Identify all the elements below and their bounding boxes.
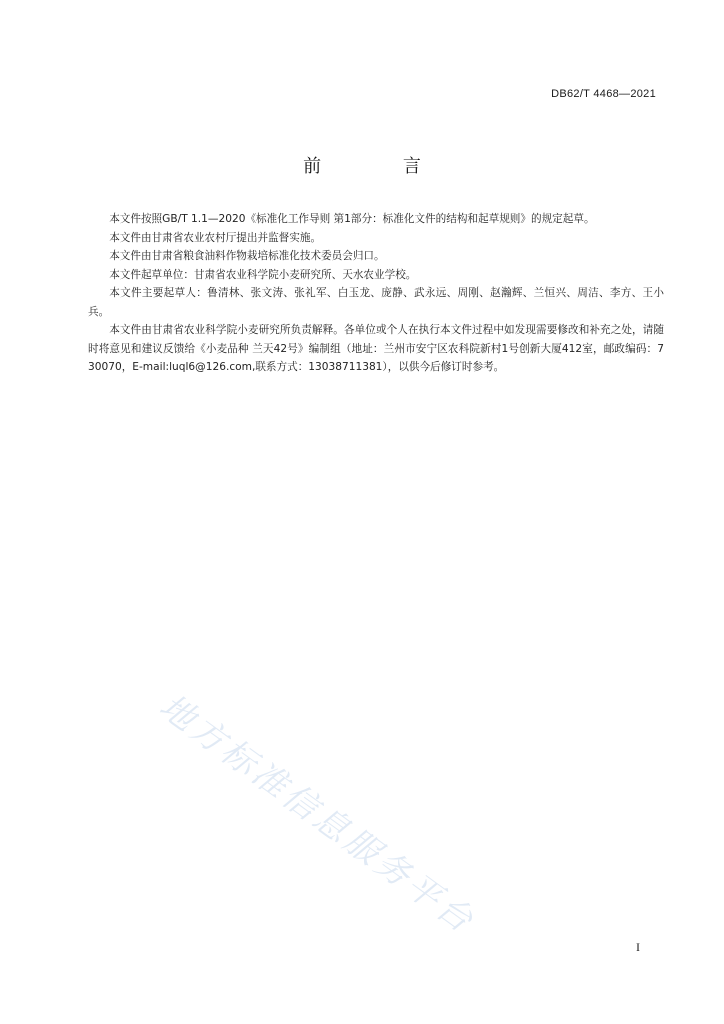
paragraph-main-drafters: 本文件主要起草人：鲁清林、张文涛、张礼军、白玉龙、庞静、武永远、周刚、赵瀚辉、兰恒兴、周洁、李方、王小兵。 <box>88 287 664 318</box>
paragraph-proposer: 本文件由甘肃省农业农村厅提出并监督实施。 <box>109 231 322 244</box>
paragraph-drafting-rules: 本文件按照GB/T 1.1—2020《标准化工作导则 第1部分：标准化文件的结构和起草规则》的规定起草。 <box>109 213 595 225</box>
page-number: I <box>636 940 640 954</box>
foreword-body <box>88 210 664 377</box>
section-title: 前 言 <box>303 156 459 177</box>
document-code: DB62/T 4468—2021 <box>551 88 656 100</box>
watermark-text: 地方标准信息服务平台 <box>151 686 483 943</box>
paragraph-interpretation: 本文件由甘肃省农业科学院小麦研究所负责解释。各单位或个人在执行本文件过程中如发现需要修改和补充之处，请随时将意见和建议反馈给《小麦品种 兰天42号》编制组（地址：兰州市安宁区农科院新村1号创新大厦412室，邮政编码：730070，E-mail:luql6@126.com,联系方式：13038711381），以供今后修订时参考。 <box>88 324 664 373</box>
paragraph-centralized-by: 本文件由甘肃省粮食油料作物栽培标准化技术委员会归口。 <box>109 250 385 262</box>
paragraph-drafting-units: 本文件起草单位：甘肃省农业科学院小麦研究所、天水农业学校。 <box>109 268 417 281</box>
